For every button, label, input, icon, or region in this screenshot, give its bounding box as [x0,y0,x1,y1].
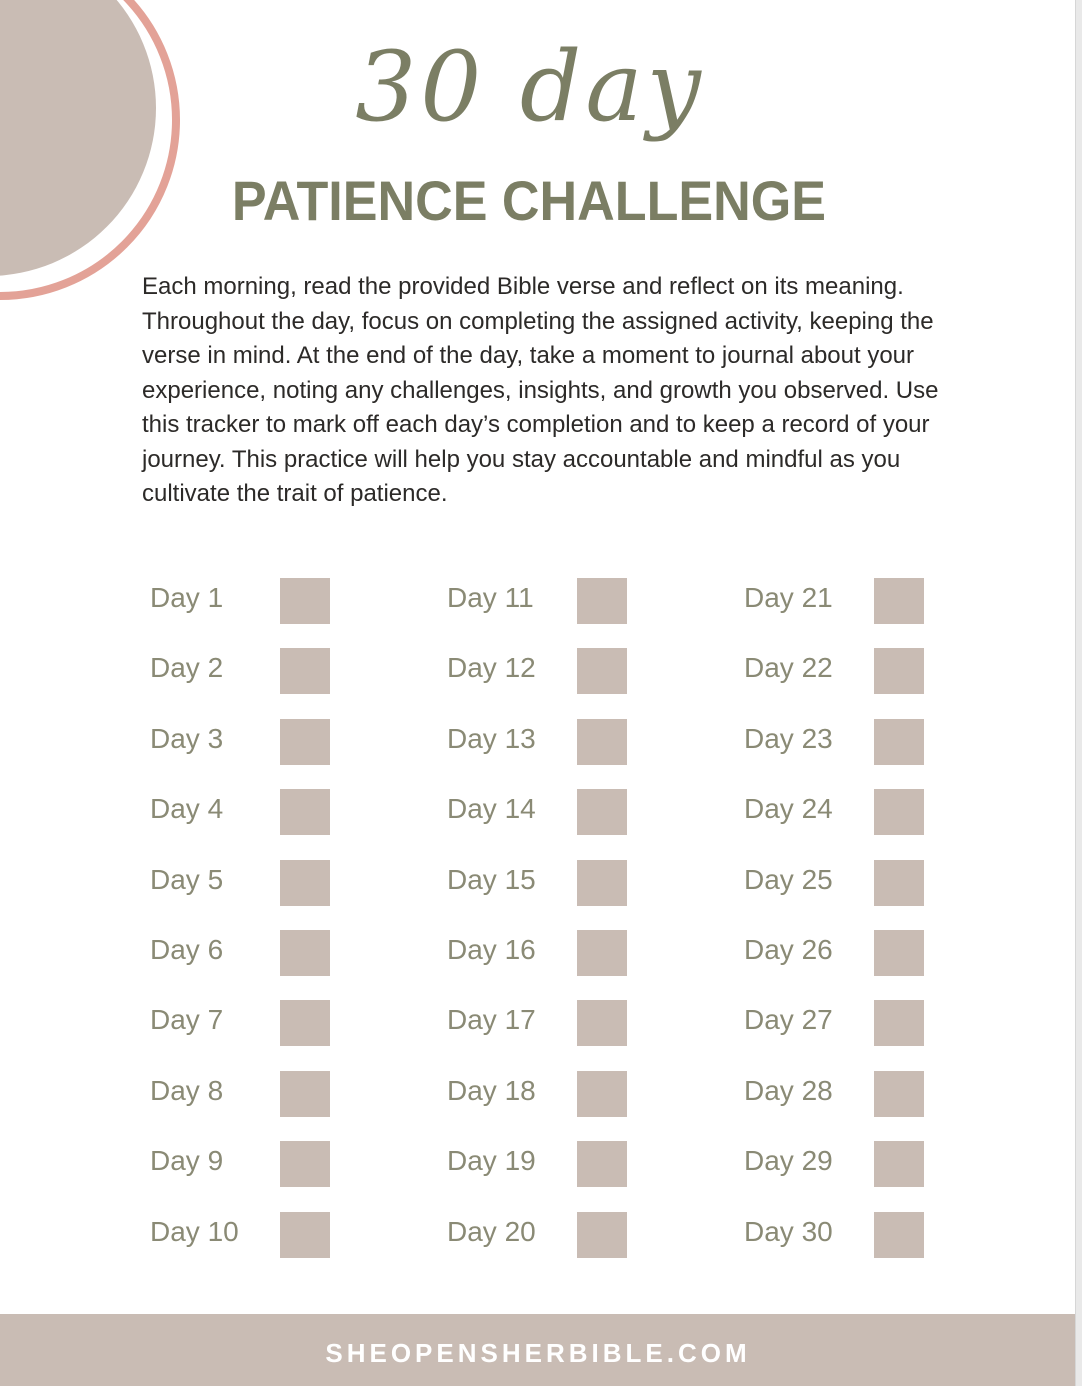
day-row [150,578,350,626]
day-row [150,1212,350,1260]
page-edge [1075,0,1082,1386]
day-label: Day 28 [744,1074,833,1106]
day-label: Day 30 [744,1215,833,1247]
day-checkbox[interactable] [280,578,330,624]
day-row [447,648,647,696]
day-row [744,930,944,978]
script-title-graphic [0,20,1076,160]
day-checkbox[interactable] [577,578,627,624]
day-checkbox[interactable] [577,930,627,976]
script-title-text: 30 day [355,31,705,143]
day-checkbox[interactable] [577,789,627,835]
day-checkbox[interactable] [874,930,924,976]
day-checkbox[interactable] [577,719,627,765]
day-label: Day 12 [447,652,536,684]
day-row [744,719,944,767]
day-checkbox[interactable] [280,1141,330,1187]
day-row [150,1000,350,1048]
day-label: Day 17 [447,1004,536,1036]
day-row [150,1071,350,1119]
day-row [150,648,350,696]
day-label: Day 3 [150,722,224,754]
day-row [744,789,944,837]
day-row [150,789,350,837]
intro-paragraph: Each morning, read the provided Bible verse and reflect on its meaning. Throughout the day, focus on completing the assigned activity, keeping the verse in mind. At the end of the day, take a moment to journal about your experience, noting any challenges, insights, and growth you observed. Use this tracker to mark off each day’s completion and to keep a record of your journey. This practice will help you stay accountable and mindful as you cultivate the trait of patience. [142,273,939,507]
day-row [447,1000,647,1048]
day-checkbox[interactable] [280,1000,330,1046]
day-row [447,1071,647,1119]
day-row [150,860,350,908]
footer-website[interactable]: SHEOPENSHERBIBLE.COM [325,1338,751,1368]
day-checkbox[interactable] [874,1000,924,1046]
day-checkbox[interactable] [874,1071,924,1117]
day-row [447,930,647,978]
day-label: Day 15 [447,863,536,895]
day-label: Day 8 [150,1074,224,1106]
day-label: Day 22 [744,652,833,684]
day-label: Day 21 [744,582,833,613]
page-title: PATIENCE CHALLENGE [231,169,826,232]
day-row [447,719,647,767]
day-checkbox[interactable] [874,1141,924,1187]
day-label: Day 26 [744,934,833,965]
day-checkbox[interactable] [280,1071,330,1117]
day-label: Day 29 [744,1145,833,1177]
day-checkbox[interactable] [280,1212,330,1258]
day-row [744,860,944,908]
day-label: Day 11 [447,582,534,613]
day-checkbox[interactable] [280,719,330,765]
day-row [150,719,350,767]
day-row [447,578,647,626]
day-row [150,1141,350,1189]
day-label: Day 24 [744,793,833,825]
day-checkbox[interactable] [874,789,924,835]
footer-bar [0,1314,1076,1386]
day-checkbox[interactable] [280,930,330,976]
day-row [447,860,647,908]
day-checkbox[interactable] [577,1212,627,1258]
day-checkbox[interactable] [874,578,924,624]
day-label: Day 2 [150,652,224,684]
day-label: Day 23 [744,722,833,754]
day-label: Day 25 [744,863,833,895]
day-label: Day 10 [150,1215,239,1247]
day-row [744,578,944,626]
day-row [447,1141,647,1189]
day-checkbox[interactable] [874,860,924,906]
day-label: Day 20 [447,1215,536,1247]
day-label: Day 16 [447,934,536,965]
day-checkbox[interactable] [577,1071,627,1117]
day-checkbox[interactable] [874,648,924,694]
day-label: Day 18 [447,1074,536,1106]
day-checkbox[interactable] [577,1141,627,1187]
day-checkbox[interactable] [577,860,627,906]
day-row [744,648,944,696]
day-checkbox[interactable] [874,719,924,765]
day-label: Day 9 [150,1145,224,1177]
day-row [150,930,350,978]
day-label: Day 4 [150,793,224,825]
script-title [0,20,1076,160]
day-label: Day 1 [150,582,224,613]
day-label: Day 5 [150,863,224,895]
day-label: Day 7 [150,1004,224,1036]
day-label: Day 19 [447,1145,536,1177]
day-label: Day 13 [447,722,536,754]
day-checkbox[interactable] [577,1000,627,1046]
day-row [744,1000,944,1048]
day-row [447,1212,647,1260]
day-row [447,789,647,837]
day-checkbox[interactable] [280,648,330,694]
day-row [744,1212,944,1260]
day-checkbox[interactable] [577,648,627,694]
day-label: Day 6 [150,934,224,965]
day-label: Day 27 [744,1004,833,1036]
day-checkbox[interactable] [280,860,330,906]
day-row [744,1141,944,1189]
day-checkbox[interactable] [280,789,330,835]
day-checkbox[interactable] [874,1212,924,1258]
day-label: Day 14 [447,793,536,825]
day-row [744,1071,944,1119]
